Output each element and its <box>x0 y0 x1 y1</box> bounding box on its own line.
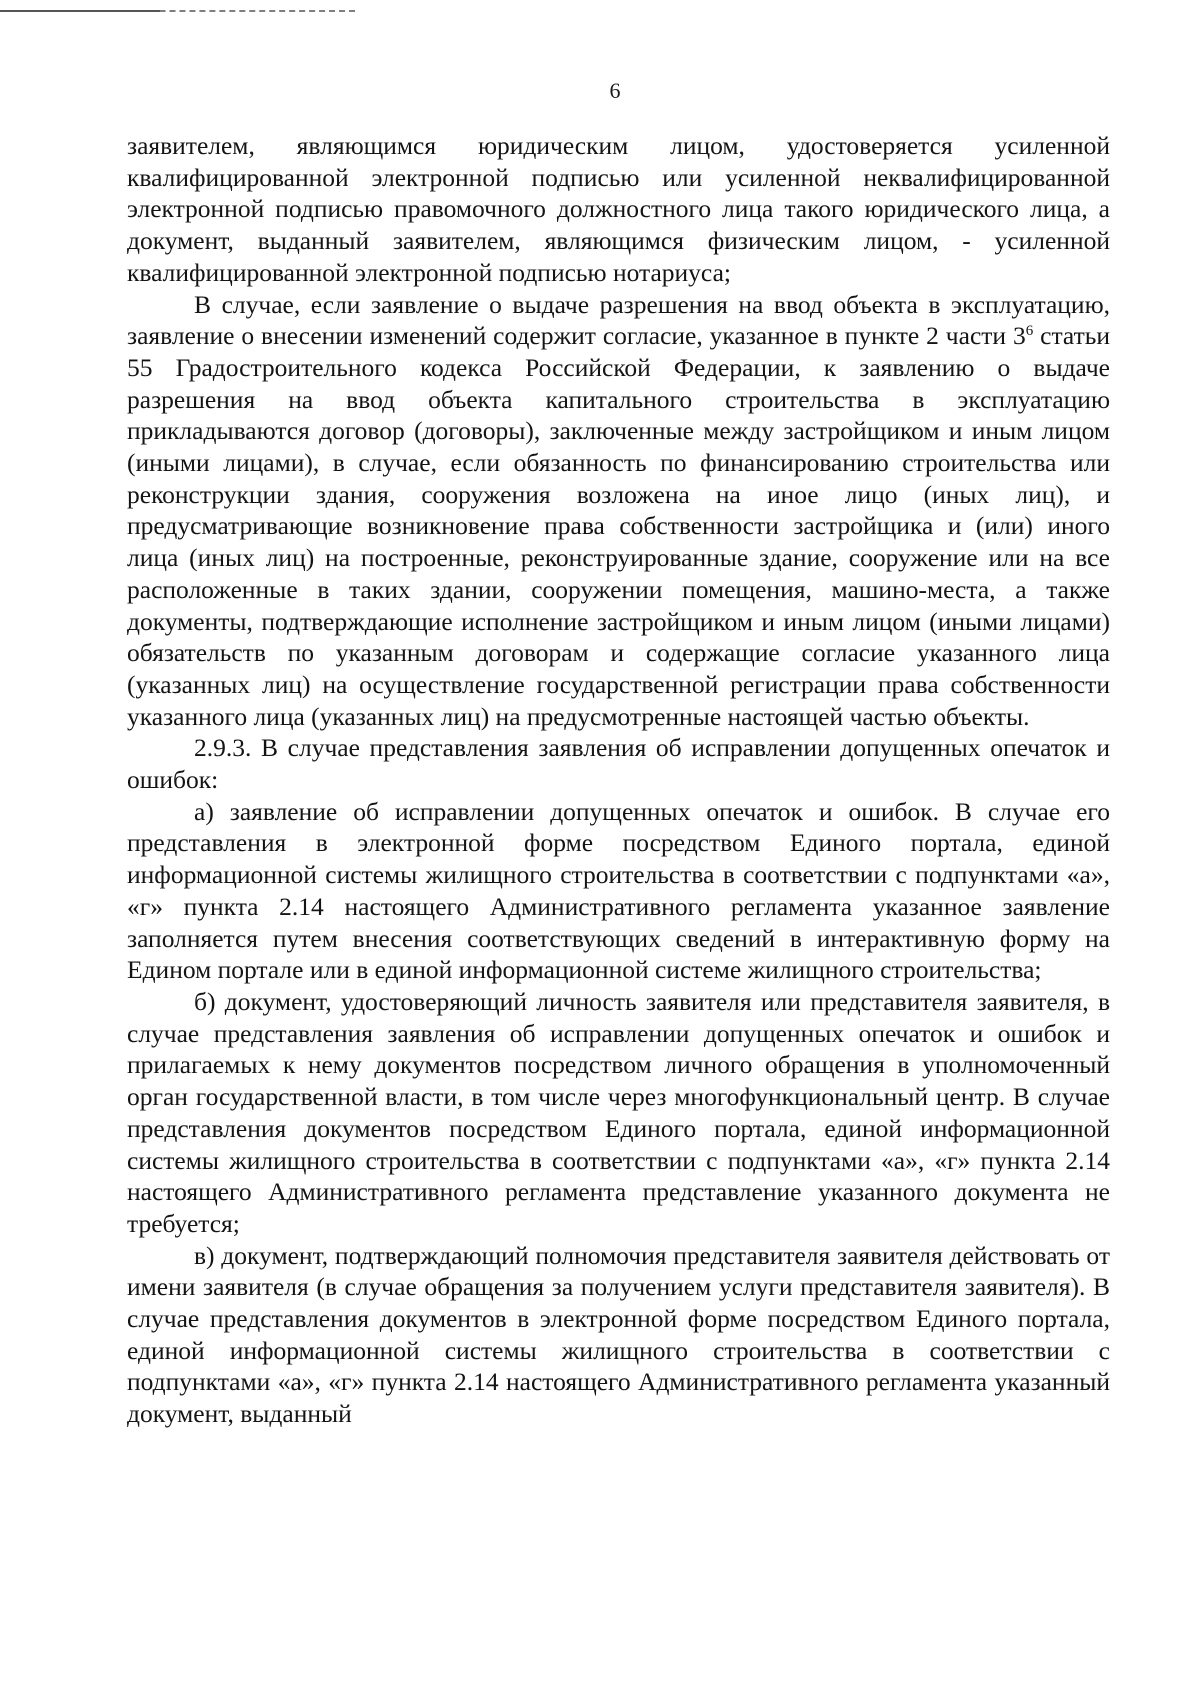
paragraph-item-v: в) документ, подтверждающий полномочия представителя заявителя действовать от имени заявителя (в случае обращения за получением услуги представителя заявителя). В случае представления документов в электронной форме посредством Единого портала, единой информационной системы жилищного строительства в соответствии с подпунктами «а», «г» пункта 2.14 настоящего Административного регламента указанный документ, выданный <box>127 1240 1110 1429</box>
paragraph-consent-agreements <box>127 289 1110 733</box>
paragraph-text-after-superscript: статьи 55 Градостроительного кодекса Российской Федерации, к заявлению о выдаче разрешения на ввод объекта капитального строительства в эксплуатацию прикладываются договор (договоры), заключенные между застройщиком и иным лицом (иными лицами), в случае, если обязанность по финансированию строительства или реконструкции здания, сооружения возложена на иное лицо (иных лиц), и предусматривающие возникновение права собственности застройщика и (или) иного лица (иных лиц) на построенные, реконструированные здание, сооружение или на все расположенные в таких здании, сооружении помещения, машино-места, а также документы, подтверждающие исполнение застройщиком и иным лицом (иными лицами) обязательств по указанным договорам и содержащие согласие указанного лица (указанных лиц) на осуществление государственной регистрации права собственности указанного лица (указанных лиц) на предусмотренные настоящей частью объекты. <box>127 321 1110 731</box>
paragraph-continuation: заявителем, являющимся юридическим лицом, удостоверяется усиленной квалифицированной электронной подписью или усиленной неквалифицированной электронной подписью правомочного должностного лица такого юридического лица, а документ, выданный заявителем, являющимся физическим лицом, - усиленной квалифицированной электронной подписью нотариуса; <box>127 131 1110 287</box>
superscript-6: 6 <box>1025 323 1034 340</box>
scan-edge-line-solid <box>0 10 160 12</box>
paragraph-item-b: б) документ, удостоверяющий личность заявителя или представителя заявителя, в случае представления заявления об исправлении допущенных опечаток и ошибок и прилагаемых к нему документов посредством личного обращения в уполномоченный орган государственной власти, в том числе через многофункциональный центр. В случае представления документов посредством Единого портала, единой информационной системы жилищного строительства в соответствии с подпунктами «а», «г» пункта 2.14 настоящего Административного регламента представление указанного документа не требуется; <box>127 986 1110 1238</box>
page-number: 6 <box>609 78 621 103</box>
paragraph-text-before-superscript: В случае, если заявление о выдаче разрешения на ввод объекта в эксплуатацию, заявление о внесении изменений содержит согласие, указанное в пункте 2 части 3 <box>127 289 1110 351</box>
document-body <box>127 130 1110 1430</box>
paragraph-item-a: а) заявление об исправлении допущенных опечаток и ошибок. В случае его представления в электронной форме посредством Единого портала, единой информационной системы жилищного строительства в соответствии с подпунктами «а», «г» пункта 2.14 настоящего Административного регламента указанное заявление заполняется путем внесения соответствующих сведений в интерактивную форму на Едином портале или в единой информационной системе жилищного строительства; <box>127 796 1110 985</box>
paragraph-2-9-3: 2.9.3. В случае представления заявления об исправлении допущенных опечаток и ошибок: <box>127 733 1110 795</box>
